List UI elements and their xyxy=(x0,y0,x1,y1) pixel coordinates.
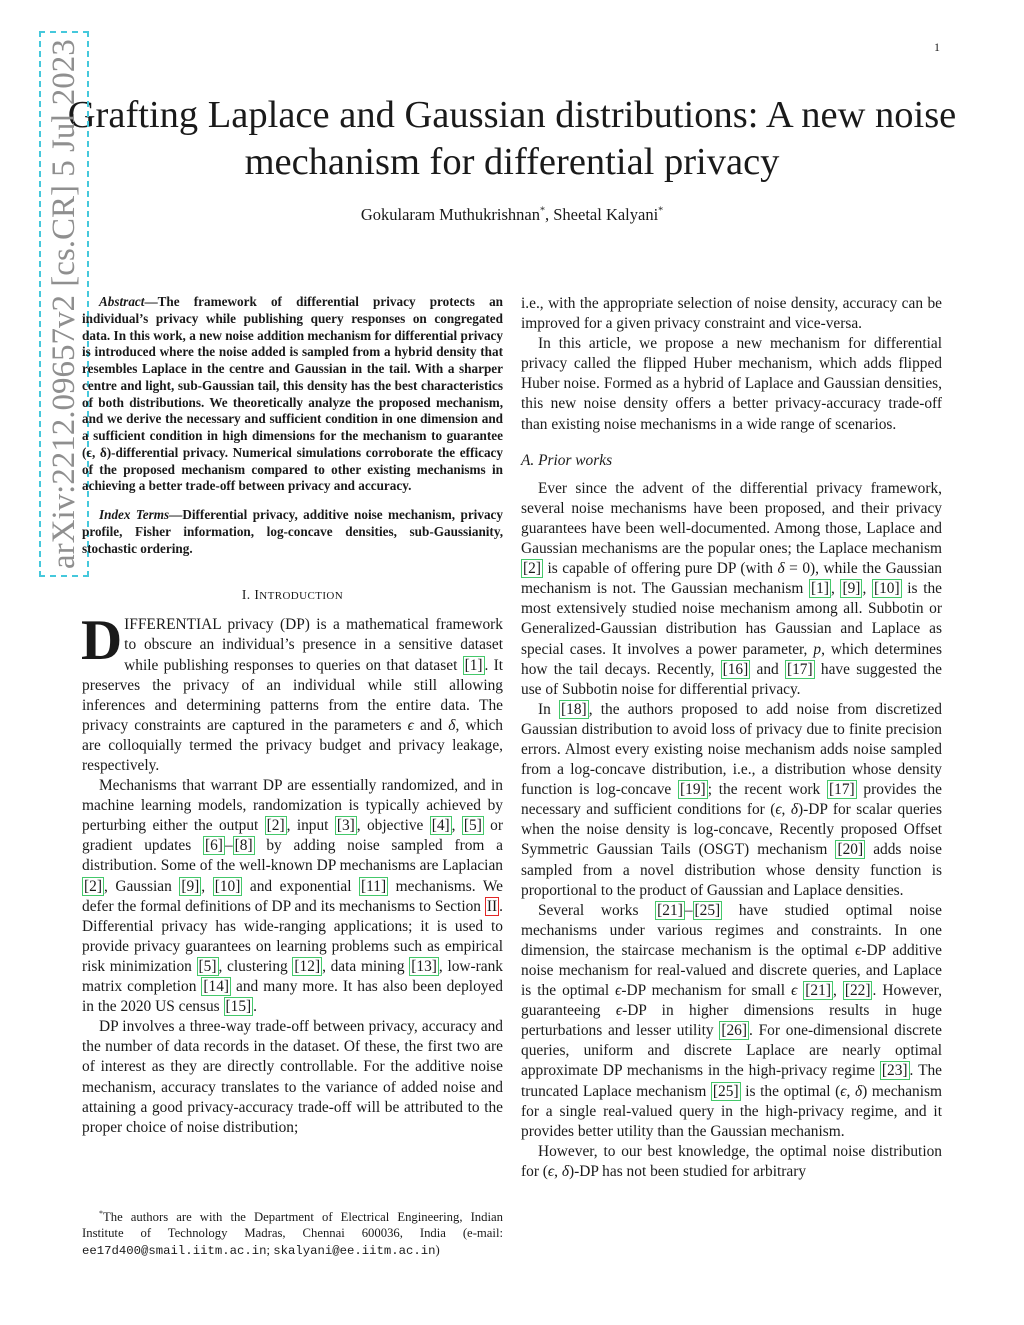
footnote xyxy=(82,1206,503,1259)
arxiv-sidebar xyxy=(16,39,82,600)
authors: Gokularam Muthukrishnan*, Sheetal Kalyani* xyxy=(360,205,664,224)
intro-paragraph-2: Mechanisms that warrant DP are essentially randomized, and in machine learning models, randomization is typically achieved by perturbing either the output [2] , input [3] , objective [4] , [5] or gradient updates [6] – [8] by adding noise sampled from a distribution. Some of the well-known DP mechanisms are Laplacian [2] , Gaussian [9] , [10] and exponential [11] mechanisms. We defer the formal definitions of DP and its mechanisms to Section II . Differential privacy has wide-ranging applications; it is used to provide privacy guarantees on learning problems such as empirical risk minimization [5] , clustering [12] , data mining [13] , low-rank matrix completion [14] and many more. It has also been deployed in the 2020 US census [15] . xyxy=(82,777,504,1016)
right-paragraph-2: In this article, we propose a new mechanism for differential privacy called the flipped Huber mechanism, which adds flipped Huber noise. Formed as a hybrid of Laplace and Gaussian densities, this new noise density offers a better privacy-accuracy trade-off than existing noise mechanisms in a wide range of scenarios. xyxy=(521,335,942,433)
prior-works-paragraph-4: However, to our best knowledge, the optimal noise distribution for (ϵ, δ)-DP has not been studied for arbitrary xyxy=(521,1142,942,1180)
paper-title: Grafting Laplace and Gaussian distributions: A new noise mechanism for differential privacy xyxy=(67,94,957,183)
section-title: I. INTRODUCTION xyxy=(241,587,344,603)
prior-works-paragraph-3: Several works [21] – [25] have studied optimal noise mechanisms under various regimes and constraints. In one dimension, the staircase mechanism is the optimal ϵ-DP additive noise mechanism for real-valued and discrete queries, and Laplace is the optimal ϵ-DP mechanism for small ϵ [21] , [22] . However, guaranteeing ϵ-DP in higher dimensions results in huge perturbations and lesser utility [26] . For one-dimensional discrete queries, uniform and discrete Laplace are nearly optimal approximate DP mechanisms in the high-privacy regime [23] . The truncated Laplace mechanism [25] is the optimal (ϵ, δ) mechanism for a single real-valued query in the high-privacy regime, and it provides better utility than the Gaussian mechanism. xyxy=(521,901,942,1140)
prior-works-paragraph-2: In [18] , the authors proposed to add noise from discretized Gaussian distribution to avoid loss of privacy due to finite precision errors. Almost every existing noise mechanism adds noise sampled from a log-concave distribution, i.e., a distribution whose density function is log-concave [19] ; the recent work [17] provides the necessary and sufficient conditions for (ϵ, δ)-DP for scalar queries when the noise density is log-concave, Recently proposed Offset Symmetric Gaussian Tails (OSGT) mechanism [20] adds noise sampled from a novel distribution whose density function is proportional to the product of Gaussian and Laplace densities. xyxy=(521,700,942,899)
arxiv-stamp[interactable]: arXiv:2212.09657v2 [cs.CR] 5 Jul 2023 xyxy=(39,31,89,577)
email-1[interactable]: ee17d400@smail.iitm.ac.in xyxy=(82,1243,267,1258)
index-terms-text: —Differential privacy, additive noise mechanism, privacy profile, Fisher information, log-concave densities, sub-Gaussianity, stochastic ordering. xyxy=(82,507,503,556)
intro-paragraph-1: DIFFERENTIAL privacy (DP) is a mathematical framework to obscure an individual’s presence in a sensitive dataset while publishing responses to queries on that dataset [1] . It preserves the privacy of an individual while still allowing inferences and determining patterns from the entire data. The privacy constraints are captured in the parameters ϵ and δ, which are colloquially termed the privacy budget and privacy leakage, respectively. xyxy=(81,609,504,774)
abstract-label: Abstract xyxy=(99,294,145,309)
email-2[interactable]: skalyani@ee.iitm.ac.in xyxy=(273,1243,436,1258)
intro-paragraph-3: DP involves a three-way trade-off between privacy, accuracy and the number of data records in the dataset. Of these, the first two are of interest as they are directly controllable. For the additive noise mechanism, accuracy translates to the variance of added noise and attaining a good privacy-accuracy trade-off will be attributed to the proper choice of noise distribution; xyxy=(82,1018,503,1136)
footnote-text: The authors are with the Department of Electrical Engineering, Indian Institute of Technology Madras, Chennai 600036, India (e-mail: xyxy=(82,1210,503,1241)
footnote-mark: * xyxy=(99,1209,103,1218)
abstract xyxy=(82,294,503,557)
footnote-separator: ; xyxy=(266,1242,274,1257)
page-number: 1 xyxy=(934,40,940,54)
subsection-title: A. Prior works xyxy=(521,451,613,469)
right-column xyxy=(521,294,942,1182)
footnote-close: ) xyxy=(435,1242,440,1257)
drop-cap: D xyxy=(81,609,123,673)
right-paragraph-1: i.e., with the appropriate selection of noise density, accuracy can be improved for a given privacy constraint and vice-versa. xyxy=(521,295,942,333)
prior-works-paragraph-1: Ever since the advent of the differential privacy framework, several noise mechanisms have been proposed, and their privacy guarantees have been well-documented. Among those, Laplace and Gaussian mechanisms are the popular ones; the Laplace mechanism [2] is capable of offering pure DP (with δ = 0), while the Gaussian mechanism is not. The Gaussian mechanism [1] , [9] , [10] is the most extensively studied noise mechanism among all. Subbotin or Generalized-Gaussian distribution has Gaussian and Laplace as special cases. It involves a power parameter, p, which determines how the tail decays. Recently, [16] and [17] have suggested the use of Subbotin noise for differential privacy. xyxy=(521,479,943,698)
abstract-text: —The framework of differential privacy protects an individual’s privacy while publishing query responses on congregated data. In this work, a new noise addition mechanism for differential privacy is introduced where the noise added is sampled from a hybrid density that resembles Laplace in the centre and Gaussian in the tail. With a sharper centre and light, sub-Gaussian tail, this density has the best characteristics of both distributions. We theoretically analyze the proposed mechanism, and we derive the necessary and sufficient condition in one dimension and a sufficient condition in high dimensions for the mechanism to guarantee (ϵ, δ)-differential privacy. Numerical simulations corroborate the efficacy of the proposed mechanism compared to other existing mechanisms in achieving a better trade-off between privacy and accuracy. xyxy=(82,294,503,494)
index-terms-label: Index Terms xyxy=(99,507,170,522)
left-column xyxy=(82,294,503,1138)
